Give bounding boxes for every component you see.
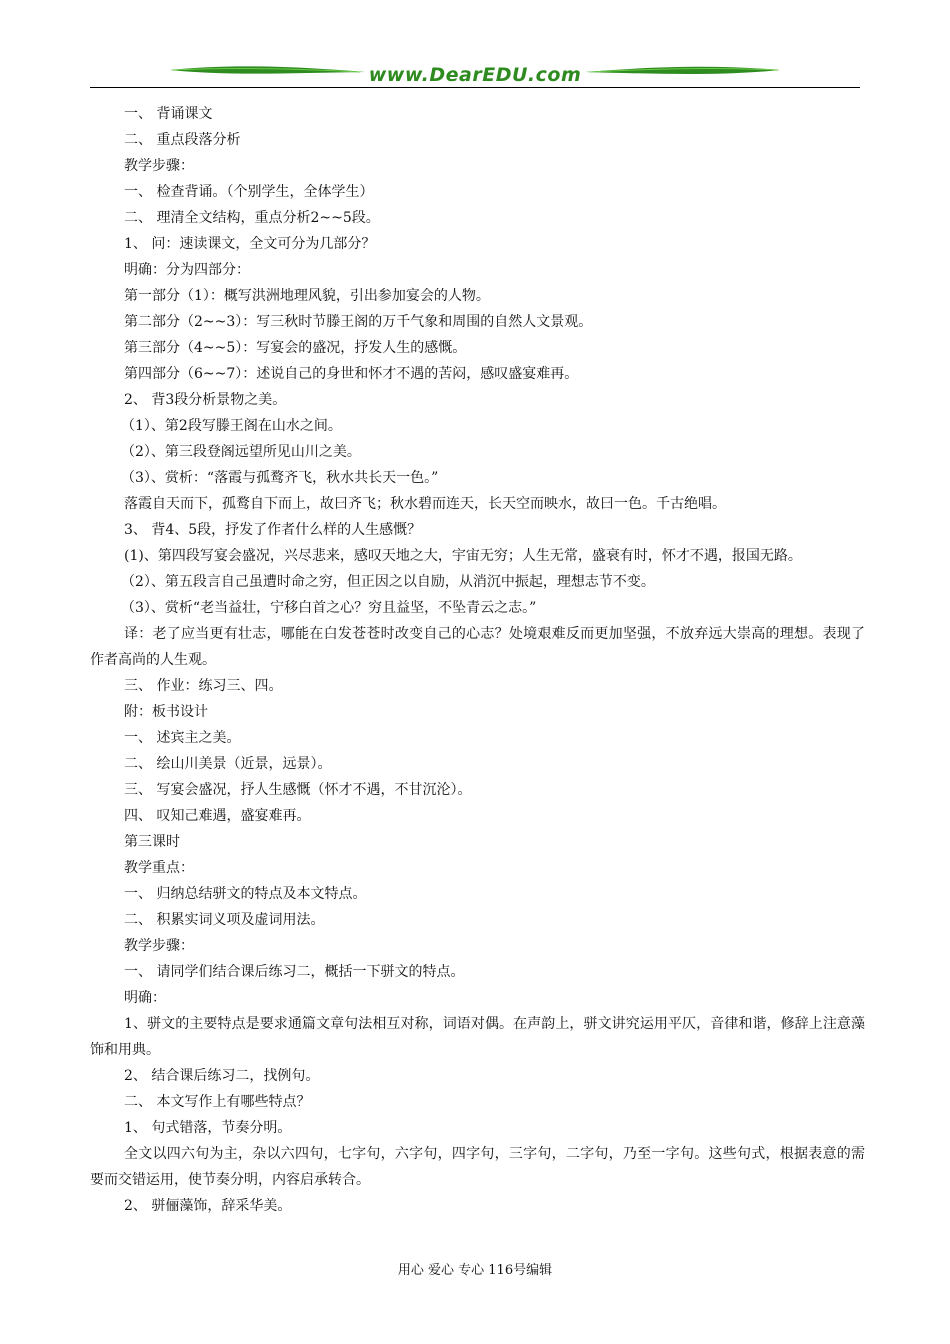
text-line: (1)、第四段写宴会盛况，兴尽悲来，感叹天地之大，宇宙无穷；人生无常，盛衰有时，怀才不遇，报国无路。: [124, 548, 802, 564]
text-line: 1、 句式错落，节奏分明。: [124, 1120, 292, 1136]
text-line: 第四部分（6~~7）：述说自己的身世和怀才不遇的苦闷，感叹盛宴难再。: [124, 366, 579, 382]
header-rule: [90, 87, 860, 88]
text-line: 落霞自天而下，孤鹜自下而上，故曰齐飞；秋水碧而连天，长天空而映水，故曰一色。千古绝唱。: [124, 496, 726, 512]
text-line: 全文以四六句为主，杂以六四句，七字句，六字句，四字句，三字句，二字句，乃至一字句。这些句式，根据表意的需要而交错运用，使节奏分明，内容启承转合。: [90, 1146, 865, 1188]
text-line: 二、 积累实词义项及虚词用法。: [124, 912, 325, 928]
text-line: （2）、第三段登阁远望所见山川之美。: [121, 444, 361, 460]
text-line: （3）、赏析“老当益壮，宁移白首之心？穷且益坚，不坠青云之志。”: [121, 600, 537, 616]
document-body: [90, 101, 865, 1219]
site-logo-banner: [90, 60, 860, 90]
text-line: 一、 背诵课文: [124, 106, 213, 122]
text-line: 3、 背4、5段，抒发了作者什么样的人生感慨？: [124, 522, 422, 538]
text-line: （2）、第五段言自己虽遭时命之穷，但正因之以自励，从消沉中振起，理想志节不变。: [121, 574, 655, 590]
text-line: 译：老了应当更有壮志，哪能在白发苍苍时改变自己的心志？处境艰难反而更加坚强，不放弃远大崇高的理想。表现了作者高尚的人生观。: [90, 626, 865, 668]
text-line: 二、 绘山川美景（近景，远景）。: [124, 756, 332, 772]
text-line: 第一部分（1）：概写洪洲地理风貌，引出参加宴会的人物。: [124, 288, 490, 304]
text-line: 1、骈文的主要特点是要求通篇文章句法相互对称，词语对偶。在声韵上，骈文讲究运用平仄，音律和谐，修辞上注意藻饰和用典。: [90, 1016, 865, 1058]
text-line: 明确：: [124, 990, 166, 1006]
text-line: 一、 述宾主之美。: [124, 730, 241, 746]
text-line: 2、 结合课后练习二，找例句。: [124, 1068, 320, 1084]
text-line: 三、 作业：练习三、四。: [124, 678, 283, 694]
text-line: 第二部分（2~~3）：写三秋时节滕王阁的万千气象和周围的自然人文景观。: [124, 314, 593, 330]
text-line: 教学重点：: [124, 860, 194, 876]
text-line: 三、 写宴会盛况，抒人生感慨（怀才不遇，不甘沉沦）。: [124, 782, 472, 798]
text-line: 一、 检查背诵。（个别学生，全体学生）: [124, 184, 374, 200]
text-line: 1、 问：速读课文，全文可分为几部分？: [124, 236, 376, 252]
text-line: 教学步骤：: [124, 938, 194, 954]
logo-text: www.DearEDU.com: [368, 64, 582, 86]
text-line: 四、 叹知己难遇，盛宴难再。: [124, 808, 311, 824]
text-line: 第三部分（4~~5）：写宴会的盛况，抒发人生的感慨。: [124, 340, 467, 356]
text-line: 附：板书设计: [124, 704, 208, 720]
text-line: （1）、第2段写滕王阁在山水之间。: [121, 418, 342, 434]
text-line: （3）、赏析：“落霞与孤鹜齐飞，秋水共长天一色。”: [121, 470, 439, 486]
text-line: 一、 归纳总结骈文的特点及本文特点。: [124, 886, 367, 902]
text-line: 二、 重点段落分析: [124, 132, 241, 148]
text-line: 二、 本文写作上有哪些特点？: [124, 1094, 311, 1110]
text-line: 一、 请同学们结合课后练习二，概括一下骈文的特点。: [124, 964, 465, 980]
text-line: 2、 背3段分析景物之美。: [124, 392, 287, 408]
text-line: 二、 理清全文结构，重点分析2~~5段。: [124, 210, 380, 226]
text-line: 明确：分为四部分：: [124, 262, 250, 278]
text-line: 教学步骤：: [124, 158, 194, 174]
page-footer: 用心 爱心 专心 116号编辑: [397, 1263, 553, 1278]
text-line: 第三课时: [124, 834, 180, 850]
text-line: 2、 骈俪藻饰，辞采华美。: [124, 1198, 292, 1214]
